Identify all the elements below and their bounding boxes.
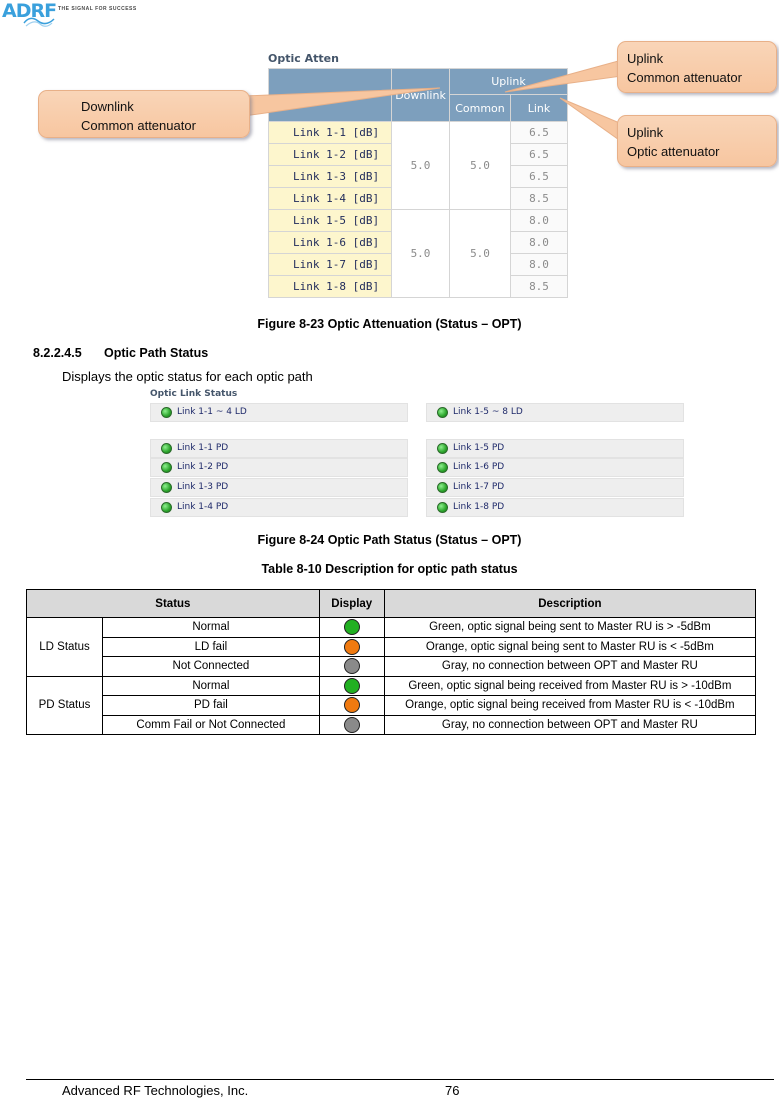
green-led-icon (344, 678, 360, 694)
pd-status-row (426, 439, 684, 458)
page-number: 76 (445, 1083, 460, 1098)
section-heading (33, 346, 208, 360)
pd-status-row (150, 478, 408, 497)
header-status: Status (27, 590, 320, 618)
downlink-value: 5.0 (392, 210, 450, 298)
status-led-icon (437, 482, 448, 493)
header-link: Link (511, 95, 568, 122)
description-cell: Gray, no connection between OPT and Master RU (384, 657, 755, 677)
orange-led-icon (344, 697, 360, 713)
pd-status-row (150, 498, 408, 517)
display-cell (319, 696, 384, 716)
row-label: Link 1-8 [dB] (269, 276, 392, 298)
optic-path-status-table (26, 589, 756, 735)
uplink-link-value: 6.5 (511, 144, 568, 166)
table-row (269, 210, 568, 232)
uplink-link-value: 6.5 (511, 122, 568, 144)
uplink-common-callout (617, 41, 777, 93)
callout-line2: Common attenuator (627, 70, 742, 85)
table-8-10-caption: Table 8-10 Description for optic path status (261, 562, 518, 576)
callout-line1: Downlink (81, 99, 134, 114)
row-label: Link 1-6 [dB] (269, 232, 392, 254)
pd-label: Link 1-5 PD (453, 443, 505, 453)
pd-label: Link 1-1 PD (177, 443, 229, 453)
uplink-link-value: 8.0 (511, 210, 568, 232)
pd-status-row (426, 458, 684, 477)
header-uplink: Uplink (450, 69, 568, 95)
pd-label: Link 1-8 PD (453, 502, 505, 512)
row-label: Link 1-5 [dB] (269, 210, 392, 232)
uplink-link-value: 8.0 (511, 232, 568, 254)
state-cell: Comm Fail or Not Connected (103, 715, 320, 735)
uplink-link-value: 8.0 (511, 254, 568, 276)
table-row (27, 657, 756, 677)
row-label: Link 1-7 [dB] (269, 254, 392, 276)
status-led-icon (161, 462, 172, 473)
uplink-link-value: 6.5 (511, 166, 568, 188)
description-cell: Gray, no connection between OPT and Master RU (384, 715, 755, 735)
ld-label: Link 1-5 ~ 8 LD (453, 407, 523, 417)
uplink-link-value: 8.5 (511, 188, 568, 210)
status-led-icon (161, 443, 172, 454)
pd-label: Link 1-3 PD (177, 482, 229, 492)
gray-led-icon (344, 658, 360, 674)
state-cell: Not Connected (103, 657, 320, 677)
uplink-optic-callout-tail (560, 98, 622, 142)
state-cell: Normal (103, 618, 320, 638)
status-led-icon (161, 502, 172, 513)
state-cell: Normal (103, 676, 320, 696)
row-label: Link 1-1 [dB] (269, 122, 392, 144)
table-row (27, 715, 756, 735)
downlink-common-callout (38, 90, 250, 138)
status-led-icon (437, 462, 448, 473)
callout-line2: Optic attenuator (627, 144, 720, 159)
header-description: Description (384, 590, 755, 618)
status-led-icon (437, 407, 448, 418)
row-label: Link 1-4 [dB] (269, 188, 392, 210)
table-row (27, 676, 756, 696)
display-cell (319, 637, 384, 657)
status-led-icon (161, 482, 172, 493)
header-display: Display (319, 590, 384, 618)
footer-company: Advanced RF Technologies, Inc. (62, 1083, 249, 1098)
figure-23-caption: Figure 8-23 Optic Attenuation (Status – OPT) (257, 317, 522, 331)
table-row (27, 696, 756, 716)
section-title: Optic Path Status (104, 346, 209, 360)
callout-line1: Uplink (627, 51, 664, 66)
ld-status-group: LD Status (27, 618, 103, 677)
description-cell: Green, optic signal being sent to Master RU is > -5dBm (384, 618, 755, 638)
ld-status-right (426, 403, 684, 422)
status-led-icon (161, 407, 172, 418)
orange-led-icon (344, 639, 360, 655)
pd-status-group: PD Status (27, 676, 103, 735)
uplink-common-value: 5.0 (450, 122, 511, 210)
section-number: 8.2.2.4.5 (33, 346, 82, 360)
uplink-link-value: 8.5 (511, 276, 568, 298)
optic-atten-title: Optic Atten (268, 52, 339, 65)
table-row (27, 618, 756, 638)
pd-status-row (150, 458, 408, 477)
logo-mark: ADRF (2, 0, 57, 22)
downlink-callout-tail (244, 88, 440, 116)
logo-tagline: THE SIGNAL FOR SUCCESS (58, 6, 137, 12)
row-label: Link 1-3 [dB] (269, 166, 392, 188)
header-downlink: Downlink (392, 69, 450, 122)
section-description: Displays the optic status for each optic path (62, 369, 313, 384)
display-cell (319, 657, 384, 677)
header-common: Common (450, 95, 511, 122)
callout-line1: Uplink (627, 125, 664, 140)
uplink-common-value: 5.0 (450, 210, 511, 298)
description-cell: Orange, optic signal being sent to Master RU is < -5dBm (384, 637, 755, 657)
table-row (27, 637, 756, 657)
state-cell: PD fail (103, 696, 320, 716)
optic-link-status-title: Optic Link Status (150, 389, 238, 399)
pd-label: Link 1-6 PD (453, 462, 505, 472)
pd-status-row (426, 498, 684, 517)
ld-status-left (150, 403, 408, 422)
state-cell: LD fail (103, 637, 320, 657)
display-cell (319, 715, 384, 735)
description-cell: Orange, optic signal being received from Master RU is < -10dBm (384, 696, 755, 716)
figure-24-caption: Figure 8-24 Optic Path Status (Status – OPT) (257, 533, 522, 547)
pd-status-row (150, 439, 408, 458)
row-label: Link 1-2 [dB] (269, 144, 392, 166)
ld-label: Link 1-1 ~ 4 LD (177, 407, 247, 417)
uplink-common-callout-tail (505, 60, 622, 92)
downlink-value: 5.0 (392, 122, 450, 210)
description-cell: Green, optic signal being received from Master RU is > -10dBm (384, 676, 755, 696)
display-cell (319, 618, 384, 638)
gray-led-icon (344, 717, 360, 733)
green-led-icon (344, 619, 360, 635)
footer-divider (26, 1079, 774, 1080)
status-led-icon (437, 502, 448, 513)
uplink-optic-callout (617, 115, 777, 167)
pd-label: Link 1-7 PD (453, 482, 505, 492)
callout-line2: Common attenuator (81, 118, 196, 133)
display-cell (319, 676, 384, 696)
status-led-icon (437, 443, 448, 454)
pd-status-row (426, 478, 684, 497)
pd-label: Link 1-2 PD (177, 462, 229, 472)
pd-label: Link 1-4 PD (177, 502, 229, 512)
